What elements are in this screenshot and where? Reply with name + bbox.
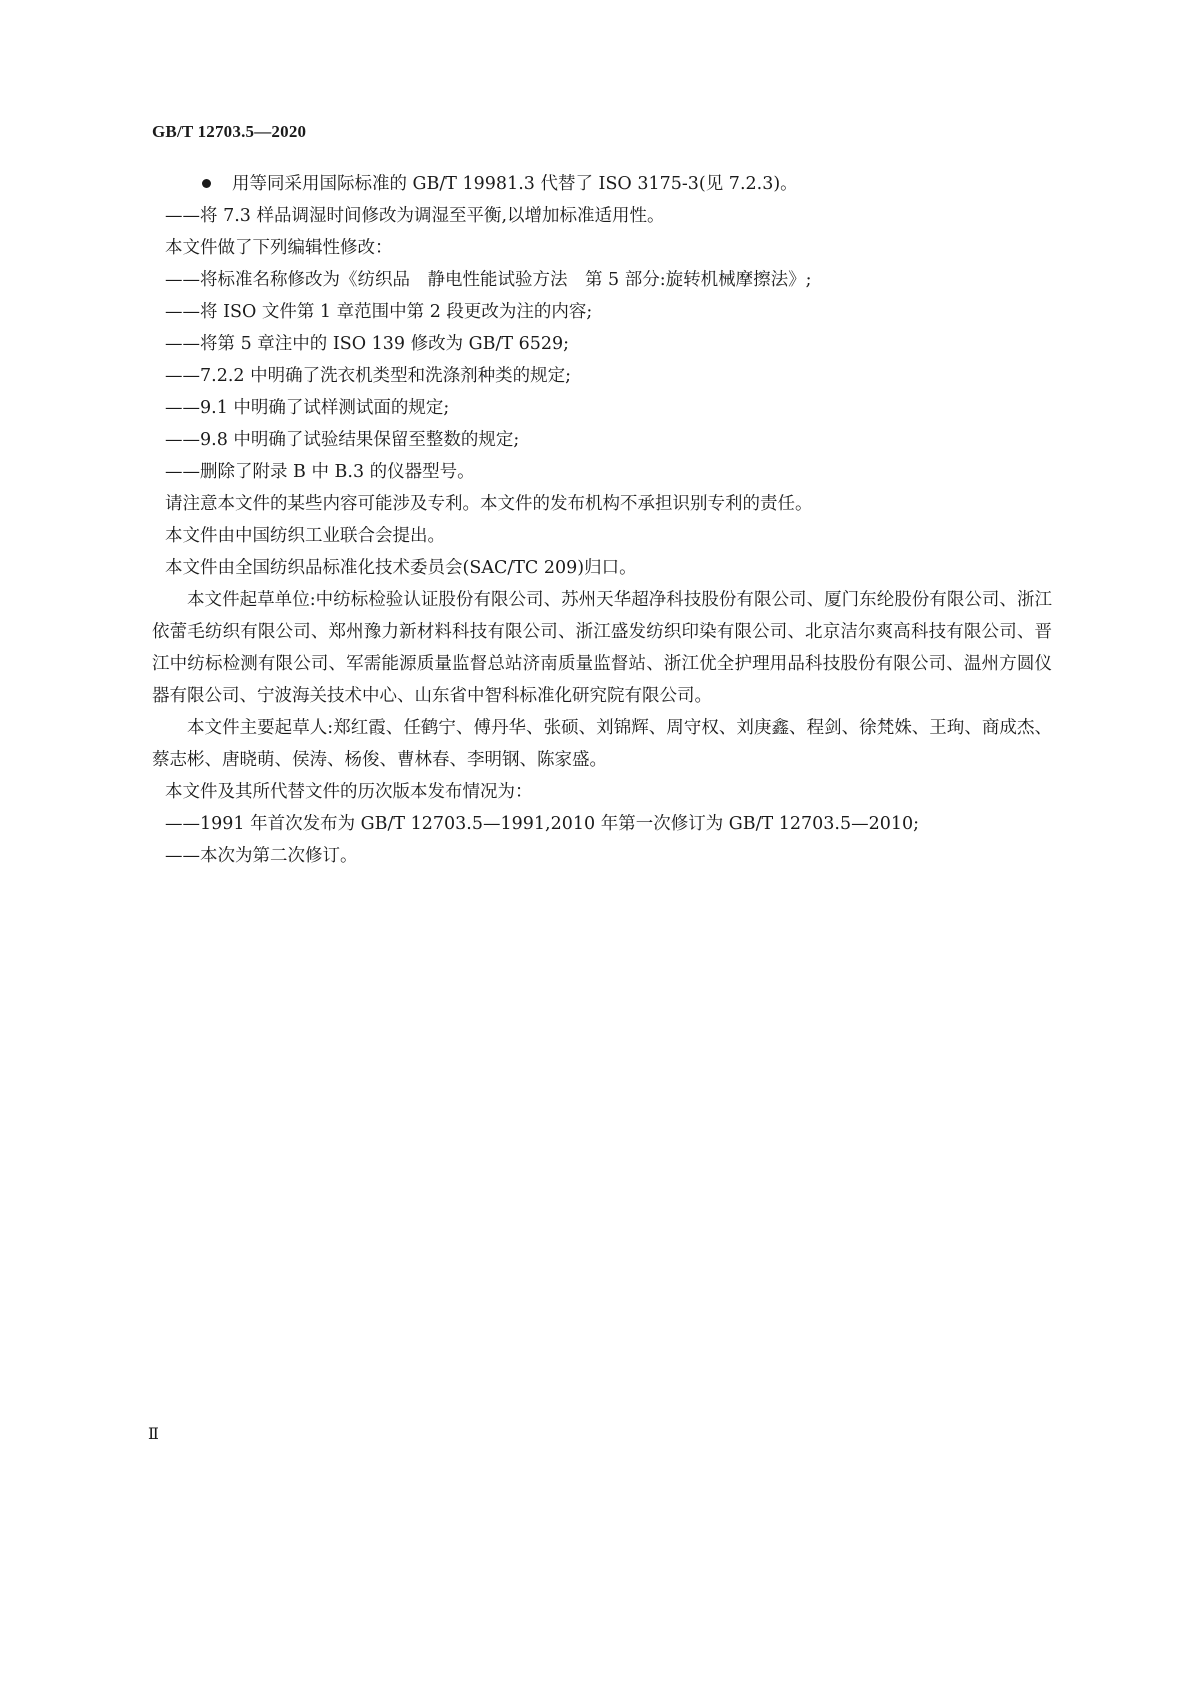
drafting-units-paragraph: 本文件起草单位:中纺标检验认证股份有限公司、苏州天华超净科技股份有限公司、厦门东纶股份有限公司、浙江依蕾毛纺织有限公司、郑州豫力新材料科技有限公司、浙江盛发纺织印染有限公司、北京洁尔爽高科技有限公司、晋江中纺标检测有限公司、军需能源质量监督总站济南质量监督站、浙江优全护理用品科技股份有限公司、温州方圆仪器有限公司、宁波海关技术中心、山东省中智科标准化研究院有限公司。 [152, 590, 1052, 706]
patent-notice: 请注意本文件的某些内容可能涉及专利。本文件的发布机构不承担识别专利的责任。 [165, 494, 813, 514]
list-item-rounding: ——9.8 中明确了试验结果保留至整数的规定; [165, 430, 520, 450]
history-item-current: ——本次为第二次修订。 [165, 846, 358, 866]
document-body [152, 168, 1052, 872]
history-item-first: ——1991 年首次发布为 GB/T 12703.5—1991,2010 年第一次修订为 GB/T 12703.5—2010; [165, 814, 920, 834]
bullet-dot-icon [202, 179, 211, 188]
document-code: GB/T 12703.5—2020 [152, 122, 307, 141]
list-item-annex-b: ——删除了附录 B 中 B.3 的仪器型号。 [165, 462, 475, 482]
list-item-title-change: ——将标准名称修改为《纺织品 静电性能试验方法 第 5 部分:旋转机械摩擦法》; [165, 270, 812, 290]
editorial-changes-intro: 本文件做了下列编辑性修改： [165, 238, 393, 258]
committee-statement: 本文件由全国纺织品标准化技术委员会(SAC/TC 209)归口。 [165, 558, 637, 578]
list-item-washer-type: ——7.2.2 中明确了洗衣机类型和洗涤剂种类的规定; [165, 366, 571, 386]
page-number: Ⅱ [148, 1426, 159, 1443]
list-item-conditioning: ——将 7.3 样品调湿时间修改为调湿至平衡,以增加标准适用性。 [165, 206, 665, 226]
bullet-item [152, 168, 1052, 200]
list-item-scope-note: ——将 ISO 文件第 1 章范围中第 2 段更改为注的内容; [165, 302, 593, 322]
history-intro: 本文件及其所代替文件的历次版本发布情况为： [165, 782, 533, 802]
list-item-test-face: ——9.1 中明确了试样测试面的规定; [165, 398, 450, 418]
bullet-text: 用等同采用国际标准的 GB/T 19981.3 代替了 ISO 3175-3(见 7.2.3)。 [232, 174, 798, 194]
proposer-statement: 本文件由中国纺织工业联合会提出。 [165, 526, 445, 546]
drafters-paragraph: 本文件主要起草人:郑红霞、任鹤宁、傅丹华、张硕、刘锦辉、周守权、刘庚鑫、程剑、徐梵姝、王珣、商成杰、蔡志彬、唐晓萌、侯涛、杨俊、曹林春、李明钢、陈家盛。 [152, 718, 1052, 770]
list-item-chapter5-note: ——将第 5 章注中的 ISO 139 修改为 GB/T 6529; [165, 334, 570, 354]
